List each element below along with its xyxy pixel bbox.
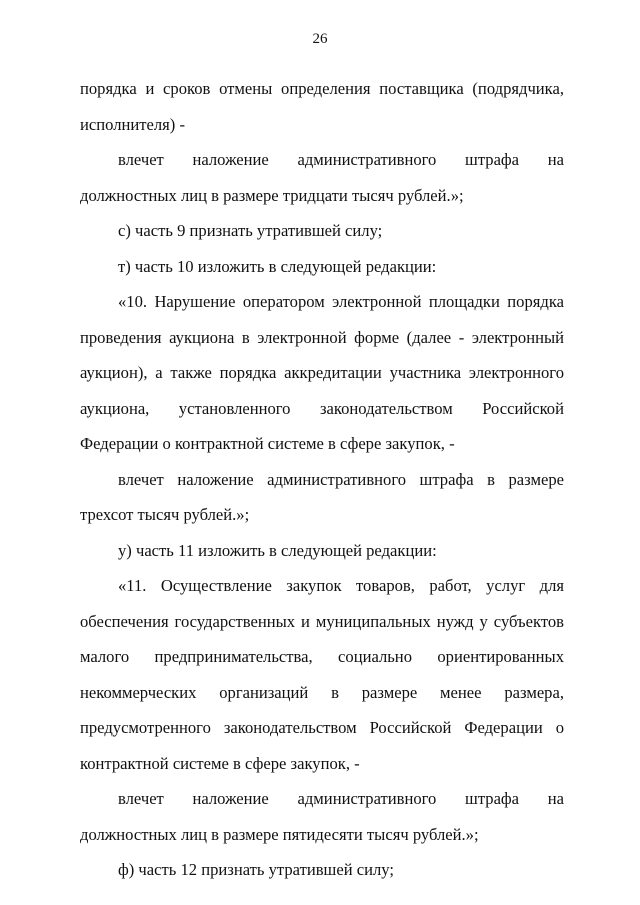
paragraph-2: влечет наложение административного штрафа на должностных лиц в размере тридцати тысяч рублей.»;: [80, 150, 564, 205]
paragraph-8: «11. Осуществление закупок товаров, работ, услуг для обеспечения государственных и муниципальных нужд у субъектов малого предпринимательства, социально ориентированных некоммерческих организаций в размере менее размера, предусмотренного законодательством Российской Федерации о контрактной системе в сфере закупок, -: [80, 576, 564, 773]
document-body: [80, 71, 564, 888]
paragraph-4: т) часть 10 изложить в следующей редакции:: [118, 256, 437, 276]
paragraph-10: ф) часть 12 признать утратившей силу;: [118, 860, 394, 879]
page-number: 26: [312, 31, 328, 47]
paragraph-7: у) часть 11 изложить в следующей редакции:: [118, 540, 437, 560]
paragraph-6: влечет наложение административного штрафа в размере трехсот тысяч рублей.»;: [80, 469, 564, 524]
paragraph-1: порядка и сроков отмены определения поставщика (подрядчика, исполнителя) -: [80, 79, 564, 134]
paragraph-9: влечет наложение административного штрафа на должностных лиц в размере пятидесяти тысяч рублей.»;: [80, 789, 564, 844]
paragraph-5: «10. Нарушение оператором электронной площадки порядка проведения аукциона в электронной форме (далее - электронный аукцион), а также порядка аккредитации участника электронного аукциона, установленного законодательством Российской Федерации о контрактной системе в сфере закупок, -: [80, 292, 564, 453]
paragraph-3: с) часть 9 признать утратившей силу;: [118, 221, 383, 240]
